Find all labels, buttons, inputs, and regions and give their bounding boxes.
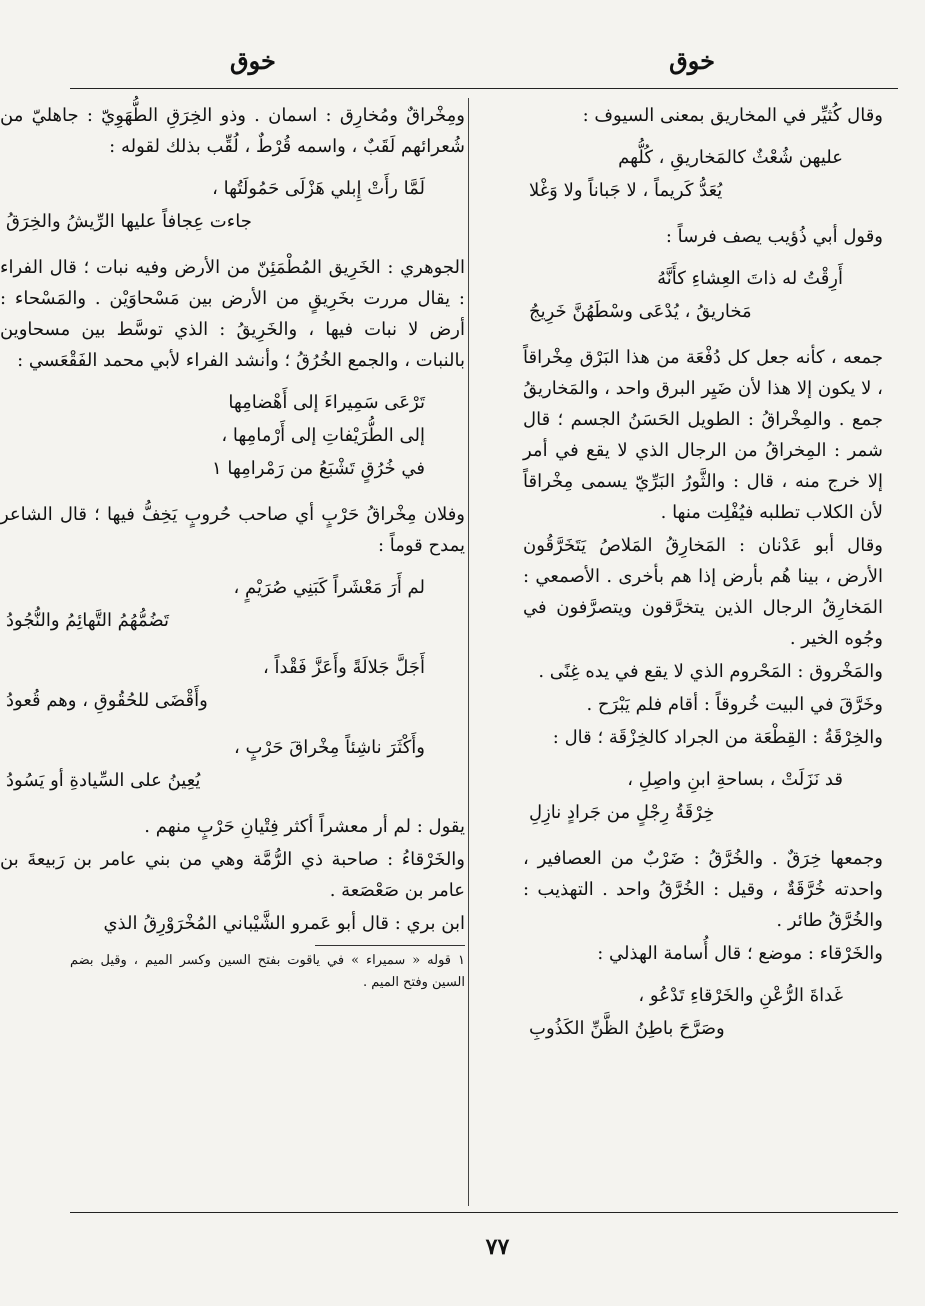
verse	[523, 979, 883, 1045]
verse	[523, 141, 883, 207]
verse-line: وأَقْضَى للحُقُوقِ ، وهم قُعودُ	[6, 690, 208, 711]
paragraph: ابن بري : قال أبو عَمرو الشَّيْباني المُخْرَوْرِقُ الذي	[103, 913, 465, 934]
verse-line: إلى الطُّرَيْفاتِ إلى أَرْمامِها ،	[221, 425, 425, 446]
verse-line: أَجَلَّ جَلالَةً وأَعَزَّ فَقْداً ،	[263, 657, 425, 678]
paragraph: وخَرَّقَ في البيت خُروقاً : أقام فلم يَبْرَح .	[586, 694, 883, 715]
page-number: ٧٧	[485, 1234, 510, 1260]
header-rule	[70, 88, 898, 89]
verse	[0, 571, 465, 637]
verse	[523, 763, 883, 829]
verse-line: مَخاريقُ ، يُدْعَى وسْطَهُنَّ خَرِيجُ	[529, 301, 752, 322]
verse-line: خِرْقَةُ رِجْلٍ من جَرادٍ نازِلِ	[529, 802, 715, 823]
verse-line: قد نَزَلَتْ ، بساحةِ ابنِ واصِلِ ،	[627, 769, 843, 790]
left-column	[0, 100, 465, 1200]
paragraph: وفلان مِخْراقُ حَرْبٍ أي صاحب حُروبٍ يَخِفُّ فيها ؛ قال الشاعر يمدح قوماً :	[0, 504, 465, 556]
verse	[0, 172, 465, 238]
verse-line: تَرْعَى سَمِيراءَ إلى أَهْضامِها	[228, 392, 425, 413]
verse-line: غَداةَ الرُّعْنِ والخَرْقاءِ تَدْعُو ،	[638, 985, 843, 1006]
footnote-rule	[315, 945, 465, 946]
verse	[523, 262, 883, 328]
verse	[0, 386, 465, 485]
page-header	[70, 42, 925, 82]
paragraph: وقال أبو عَدْنان : المَخارِقُ المَلاصُ يَتَخَرَّقُون الأرض ، بينا هُم بأرض إذا هم بأخرى . الأصمعي : المَخارِقُ الرجال الذين يتخرَّقون ويتصرَّفون في وجُوه الخير .	[523, 535, 883, 649]
header-word-right: خوق	[669, 46, 715, 75]
paragraph: والخَرْقاء : موضع ؛ قال أُسامة الهذلي :	[597, 943, 883, 964]
verse-line: في خُرُقٍ تَشْبَعُ من رَمْرامِها ١	[211, 458, 425, 479]
paragraph: ومِخْراقٌ ومُخارِق : اسمان . وذو الخِرَقِ الطُّهَوِيّ : جاهليّ من شُعرائهم لَقَبٌ ، واسمه قُرْطٌ ، لُقِّب بذلك لقوله :	[0, 105, 465, 157]
verse-line: لم أَرَ مَعْشَراً كَبَنِي صُرَيْمٍ ،	[233, 577, 425, 598]
footer-rule	[70, 1212, 898, 1213]
verse-line: أَرِقْتُ له ذاتَ العِشاءِ كأَنَّهُ	[657, 268, 843, 289]
column-divider	[468, 98, 469, 1206]
verse	[0, 731, 465, 797]
verse-line: يُعِينُ على السِّيادةِ أو يَسُودُ	[6, 770, 201, 791]
verse-line: تَضُمُّهُمُ التَّهائِمُ والنُّجُودُ	[6, 610, 169, 631]
verse-line: عليهن شُعْثٌ كالمَخاريقِ ، كُلُّهم	[618, 147, 843, 168]
verse-line: لَمَّا رأَتْ إِبلي هَزْلَى حَمُولَتُها ،	[212, 178, 425, 199]
paragraph: وقال كُثيِّر في المخاريق بمعنى السيوف :	[582, 105, 883, 126]
paragraph: يقول : لم أر معشراً أكثر فِتْيانِ حَرْبٍ منهم .	[144, 816, 465, 837]
paragraph: والمَخْروق : المَحْروم الذي لا يقع في يده غِنًى .	[538, 661, 883, 682]
footnote: ١ قوله « سميراء » في ياقوت بفتح السين وكسر الميم ، وقيل بضم السين وفتح الميم .	[70, 953, 465, 990]
paragraph: وجمعها خِرَقٌ . والخُرَّقُ : ضَرْبٌ من العصافير ، واحدته خُرَّقَةٌ ، وقيل : الخُرَّقُ واحد . التهذيب : والخُرَّقُ طائر .	[523, 848, 883, 931]
verse-line: وأَكْثَرَ ناشِئاً مِخْراقَ حَرْبٍ ،	[234, 737, 425, 758]
paragraph: والخِرْقَةُ : القِطْعَة من الجراد كالخِزْقَة ؛ قال :	[552, 727, 883, 748]
header-word-left: خوق	[230, 46, 276, 75]
verse-line: وصَرَّحَ باطِنُ الظَّنِّ الكَذُوبِ	[529, 1018, 725, 1039]
paragraph: الجوهري : الخَرِيق المُطْمَئِنّ من الأرض وفيه نبات ؛ قال الفراء : يقال مررت بخَرِيقٍ من الأرض بين مَسْحاوَيْن . والمَسْحاء : أرض لا نبات فيها ، والخَرِيقُ : الذي توسَّط بين مسحاوين بالنبات ، والجمع الخُرُقُ ؛ وأنشد الفراء لأبي محمد الفَقْعَسي :	[0, 257, 465, 371]
paragraph: جمعه ، كأنه جعل كل دُفْعَة من هذا البَرْق مِخْراقاً ، لا يكون إلا هذا لأن ضَيِر البرق واحد ، والمَخاريقُ جمع . والمِخْراقُ : الطويل الحَسَنُ الجسم ؛ قال شمر : المِخراقُ من الرجال الذي لا يقع في أمر إلا خرج منه ، قال : والثَّورُ البَرِّيّ يسمى مِخْراقاً لأن الكلاب تطلبه فيُفْلِت منها .	[523, 347, 883, 523]
paragraph: والخَرْقاءُ : صاحبة ذي الرُّمَّة وهي من بني عامر بن رَبيعةَ بن عامر بن صَعْصَعة .	[0, 849, 465, 901]
paragraph: وقول أبي ذُؤيب يصف فرساً :	[665, 226, 883, 247]
verse-line: جاءت عِجافاً عليها الرِّيشُ والخِرَقُ	[6, 211, 252, 232]
verse-line: يُعَدُّ كَريماً ، لا جَباناً ولا وَغْلا	[529, 180, 723, 201]
verse	[0, 651, 465, 717]
right-column	[523, 100, 883, 1200]
